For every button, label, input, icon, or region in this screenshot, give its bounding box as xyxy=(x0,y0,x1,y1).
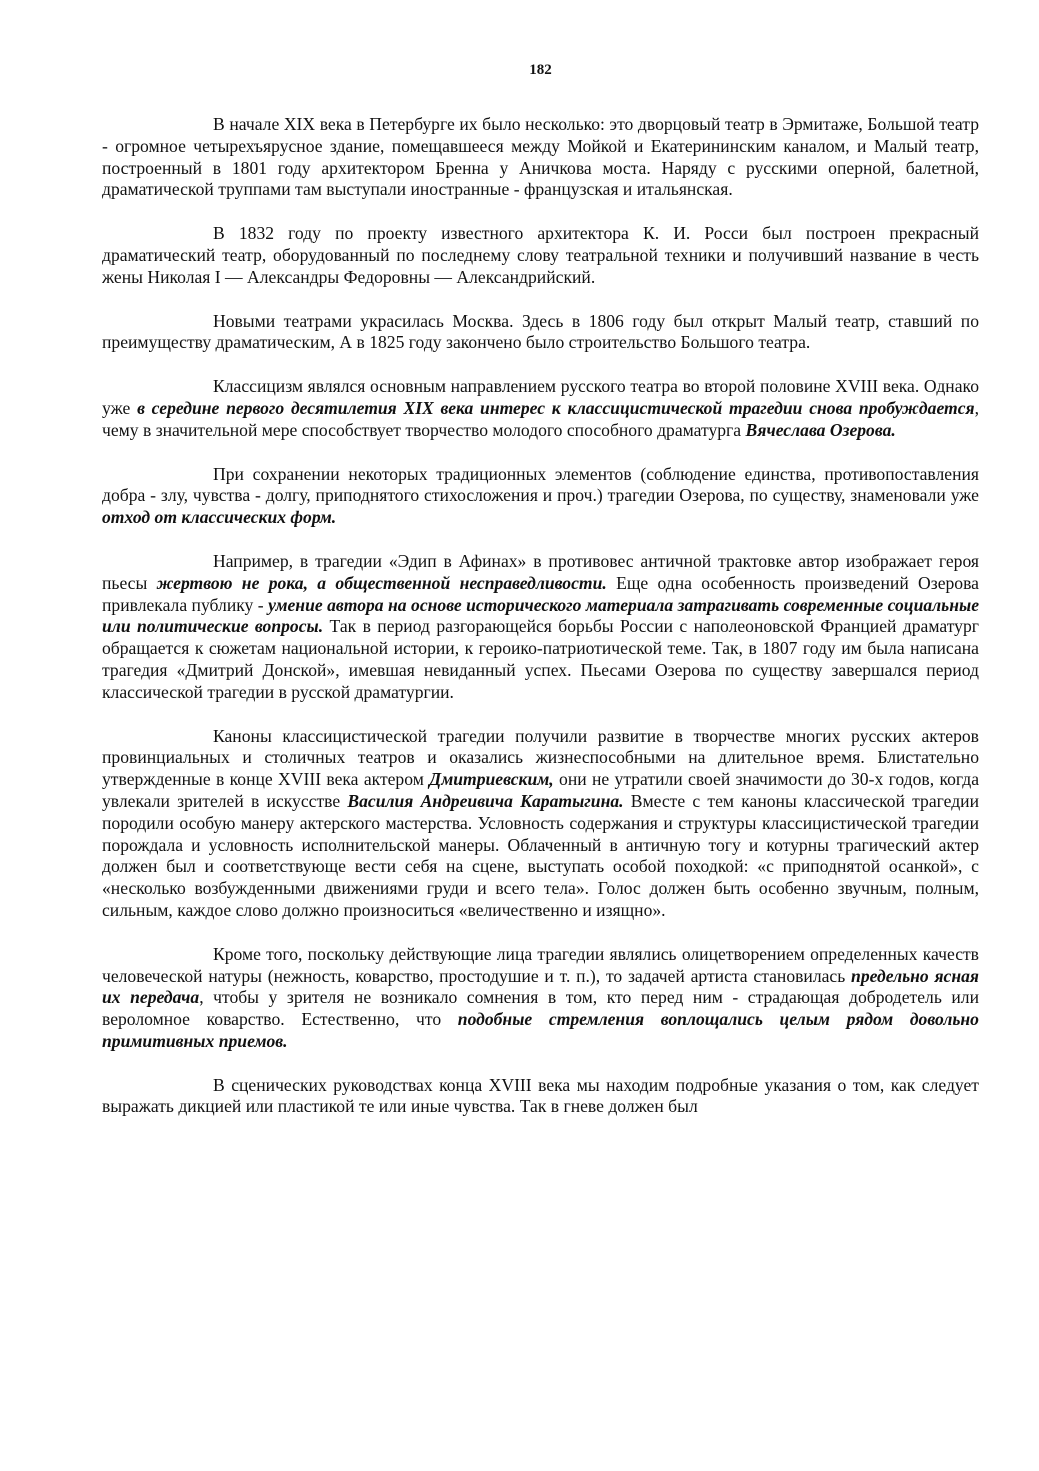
emphasized-text: Дмитриевским, xyxy=(429,769,554,790)
emphasized-text: отход от классических форм. xyxy=(102,507,337,528)
paragraph xyxy=(102,114,979,201)
text-run: В сценических руководствах конца XVIII века мы находим подробные указания о том, как следует выражать дикцией или пластикой те или иные чувства. Так в гневе должен был xyxy=(102,1074,979,1117)
emphasized-text: Василия Андреивича Каратыгина. xyxy=(347,790,624,811)
emphasized-text: умение автора на основе исторического материала затрагивать современные социальные или политические вопросы. xyxy=(102,594,979,637)
text-run: Классицизм являлся основным направлением русского театра во второй половине XVIII века. Однако уже xyxy=(102,376,979,418)
paragraph xyxy=(102,376,979,441)
paragraph xyxy=(102,944,979,1053)
text-run: В 1832 году по проекту известного архитектора К. И. Росси был построен прекрасный драматический театр, оборудованный по последнему слову театральной техники и получивший название в честь жены Николая I — Александры Федоровны — Александрийский. xyxy=(102,223,979,287)
emphasized-text: в середине первого десятилетия XIX века интерес к классицистической трагедии снова пробуждается xyxy=(137,397,975,418)
text-run: Вместе с тем каноны классической трагедии породили особую манеру актерского мастерства. Условность содержания и структуры классицистической трагедии порождала и условность исполнительской манеры. Облаченный в античную тогу и котурны трагический актер должен был и соответствующе вести себя на сцене, выступать особой походкой: «с приподнятой осанкой», с «несколько возбужденными движениями груди и всего тела». Голос должен быть особенно звучным, полным, сильным, каждое слово должно произноситься «величественно и изящно». xyxy=(102,790,979,920)
body-text xyxy=(102,114,979,1118)
text-run: Новыми театрами украсилась Москва. Здесь в 1806 году был открыт Малый театр, ставший по преимуществу драматическим, А в 1825 году закончено было строительство Большого театра. xyxy=(102,310,979,353)
emphasized-text: подобные стремления воплощались целым рядом довольно примитивных приемов. xyxy=(102,1009,979,1051)
text-run: Так в период разгорающейся борьбы России с наполеоновской Францией драматург обращается к сюжетам национальной истории, к героико-патриотической теме. Так, в 1807 году им была написана трагедия «Дмитрий Донской», имевшая невиданный успех. Пьесами Озерова по существу завершался период классической трагедии в русской драматургии. xyxy=(102,616,979,702)
paragraph xyxy=(102,726,979,922)
text-run: , чему в значительной мере способствует творчество молодого способного драматурга xyxy=(102,397,979,440)
emphasized-text: предельно ясная их передача xyxy=(102,965,979,1008)
text-run: Каноны классицистической трагедии получили развитие в творчестве многих русских актеров провинциальных и столичных театров и оказались жизнеспособными на длительное время. Блистательно утвержденные в конце XVIII века актером xyxy=(102,725,979,790)
text-run: Например, в трагедии «Эдип в Афинах» в противовес античной трактовке автор изображает героя пьесы xyxy=(102,550,979,593)
text-run: Еще одна особенность произведений Озерова привлекала публику - xyxy=(102,572,979,615)
text-run: В начале XIX века в Петербурге их было несколько: это дворцовый театр в Эрмитаже, Большой театр - огромное четырехъярусное здание, помещавшееся между Мойкой и Екатерининским каналом, и Малый театр, построенный в 1801 году архитектором Бренна у Аничкова моста. Наряду с русскими оперной, балетной, драматической труппами там выступали иностранные - французская и итальянская. xyxy=(102,114,979,200)
paragraph xyxy=(102,464,979,529)
text-run: они не утратили своей значимости до 30-х годов, когда увлекали зрителей в искусстве xyxy=(102,769,979,811)
paragraph xyxy=(102,311,979,355)
paragraph xyxy=(102,551,979,704)
text-run: , чтобы у зрителя не возникало сомнения в том, кто перед ним - страдающая добродетель или вероломное коварство. Естественно, что xyxy=(102,987,979,1030)
emphasized-text: жертвою не рока, а общественной несправедливости. xyxy=(156,572,607,593)
emphasized-text: Вячеслава Озерова. xyxy=(745,419,896,440)
page-number: 182 xyxy=(529,62,552,78)
document-page xyxy=(102,60,979,1118)
paragraph xyxy=(102,223,979,288)
paragraph xyxy=(102,1075,979,1119)
text-run: Кроме того, поскольку действующие лица трагедии являлись олицетворением определенных качеств человеческой натуры (нежность, коварство, простодушие и т. п.), то задачей артиста становилась xyxy=(102,943,979,986)
text-run: При сохранении некоторых традиционных элементов (соблюдение единства, противопоставления добра - злу, чувства - долгу, приподнятого стихосложения и проч.) трагедии Озерова, по существу, знаменовали уже xyxy=(102,463,979,506)
